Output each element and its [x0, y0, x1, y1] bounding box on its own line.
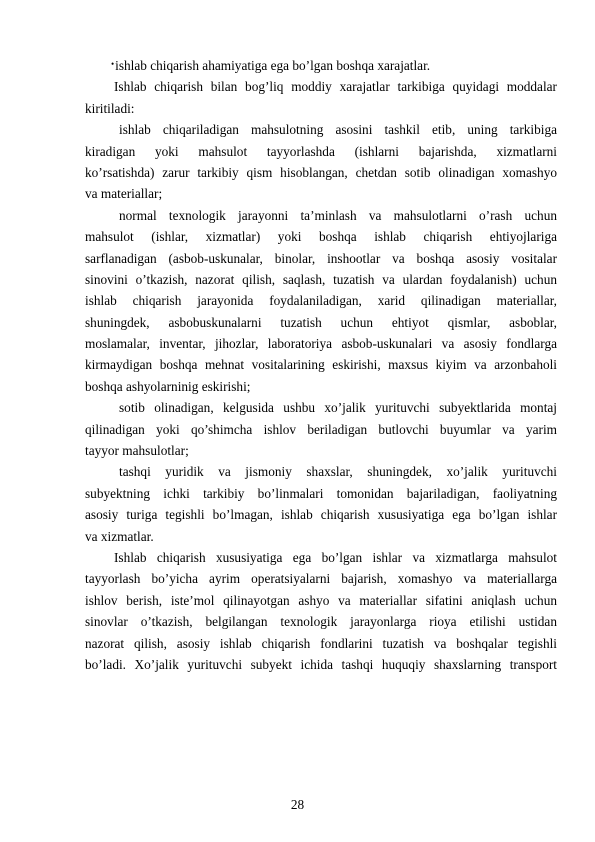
paragraph-line: kiradigan yoki mahsulot tayyorlashda (ishlarni bajarishda, xizmatlarni: [85, 143, 557, 159]
paragraph-line: sinovini o’tkazish, nazorat qilish, saqlash, tuzatish va ulardan foydalanish) uchun: [85, 271, 557, 287]
paragraph-line: boshqa ashyolarninig eskirishi;: [85, 378, 251, 394]
paragraph-line: mahsulot (ishlar, xizmatlar) yoki boshqa ishlab chiqarish ehtiyojlariga: [85, 229, 557, 245]
intro-paragraph: [85, 76, 557, 119]
list-item-raw-materials: [85, 119, 557, 205]
paragraph-line: kiritiladi:: [85, 100, 135, 116]
paragraph-line: va xizmatlar.: [85, 528, 154, 544]
paragraph-line: sinovlar o’tkazish, belgilangan texnologik jarayonlarga rioya etilishi ustidan: [85, 614, 557, 630]
paragraph-line: tayyor mahsulotlar;: [85, 443, 189, 459]
paragraph-line: asosiy turiga tegishli bo’lmagan, ishlab chiqarish xususiyatiga ega bo’lgan ishlar: [85, 507, 557, 523]
list-item-components: [85, 397, 557, 461]
list-item-auxiliary-materials: [85, 205, 557, 398]
closing-paragraph: [85, 547, 557, 675]
paragraph-line: qilinadigan yoki qo’shimcha ishlov beriladigan butlovchi buyumlar va yarim: [85, 421, 557, 437]
paragraph-line: ishlab chiqarish jarayonida foydalaniladigan, xarid qilinadigan materiallar,: [85, 293, 557, 309]
bullet-icon: •: [111, 59, 115, 69]
paragraph-line: shuningdek, asbobuskunalarni tuzatish uchun ehtiyot qismlar, asboblar,: [85, 314, 557, 330]
paragraph-line: va materiallar;: [85, 186, 163, 202]
paragraph-line: sarflanadigan (asbob-uskunalar, binolar, inshootlar va boshqa asosiy vositalar: [85, 250, 557, 266]
paragraph-line: Ishlab chiqarish bilan bog’liq moddiy xarajatlar tarkibiga quyidagi moddalar: [114, 79, 557, 95]
paragraph-line: tashqi yuridik va jismoniy shaxslar, shuningdek, xo’jalik yurituvchi: [119, 464, 557, 480]
paragraph-line: normal texnologik jarayonni ta’minlash va mahsulotlarni o’rash uchun: [119, 207, 557, 223]
paragraph-line: subyektning ichki tarkibiy bo’linmalari tomonidan bajariladigan, faoliyatning: [85, 485, 557, 501]
paragraph-line: sotib olinadigan, kelgusida ushbu xo’jalik yurituvchi subyektlarida montaj: [119, 400, 557, 416]
paragraph-line: ishlab chiqariladigan mahsulotning asosini tashkil etib, uning tarkibiga: [119, 122, 557, 138]
paragraph-line: ko’rsatishda) zarur tarkibiy qism hisoblangan, chetdan sotib olinadigan xomashyo: [85, 164, 557, 180]
list-item-services: [85, 461, 557, 547]
page-body: [85, 55, 557, 675]
paragraph-line: moslamalar, inventar, jihozlar, laboratoriya asbob-uskunalari va asosiy fondlarga: [85, 336, 557, 352]
page-number: 28: [290, 797, 305, 812]
paragraph-line: tayyorlash bo’yicha ayrim operatsiyalarni bajarish, xomashyo va materiallarga: [85, 571, 557, 587]
paragraph-line: kirmaydigan boshqa mehnat vositalarining eskirishi, maxsus kiyim va arzonbaholi: [85, 357, 557, 373]
paragraph-line: ishlov berish, iste’mol qilinayotgan ashyo va materiallar sifatini aniqlash uchun: [85, 592, 557, 608]
paragraph-line: bo’ladi. Xo’jalik yurituvchi subyekt ichida tashqi huquqiy shaxslarning transport: [85, 656, 557, 672]
bullet-item-text: ishlab chiqarish ahamiyatiga ega bo’lgan boshqa xarajatlar.: [115, 58, 431, 73]
paragraph-line: nazorat qilish, asosiy ishlab chiqarish fondlarini tuzatish va boshqalar tegishli: [85, 635, 557, 651]
paragraph-line: Ishlab chiqarish xususiyatiga ega bo’lgan ishlar va xizmatlarga mahsulot: [114, 549, 557, 565]
bullet-item: [85, 55, 557, 76]
